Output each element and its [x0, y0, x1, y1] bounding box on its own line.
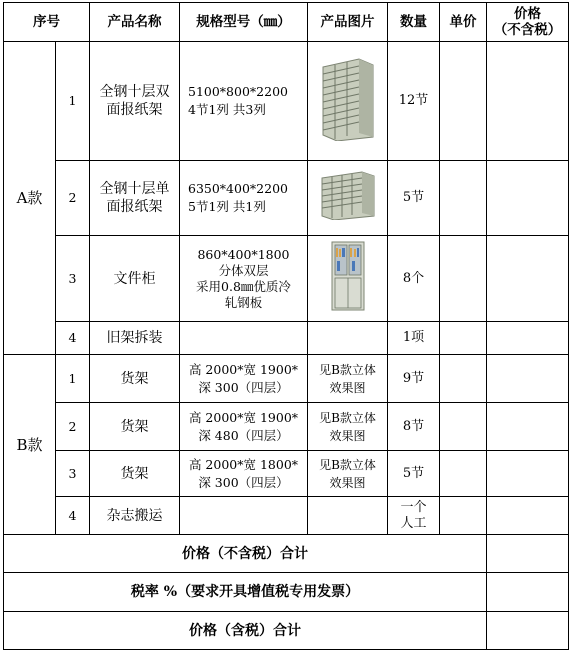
product-image-cell: [308, 42, 388, 161]
spec-line1: 高 2000*宽 1900*: [188, 361, 299, 377]
product-spec: [180, 355, 308, 403]
header-row: [4, 3, 569, 42]
product-image-cell: [308, 236, 388, 322]
header-seq: 序号: [4, 3, 90, 42]
header-spec: 规格型号（㎜）: [180, 3, 308, 42]
spec-line2: 深 300（四层）: [198, 474, 289, 490]
image-note: [308, 451, 388, 497]
price-cell[interactable]: [487, 403, 569, 451]
product-name-line1: 全钢十层单: [99, 181, 170, 197]
spec-line2: 深 300（四层）: [198, 379, 289, 395]
row-number: 2: [56, 403, 90, 451]
row-number: 3: [56, 451, 90, 497]
qty-line2: 人工: [400, 515, 427, 531]
product-spec: [180, 42, 308, 161]
product-image-cell: [308, 322, 388, 355]
unit-price-cell[interactable]: [440, 497, 487, 535]
unit-price-cell[interactable]: [440, 403, 487, 451]
row-number: 3: [56, 236, 90, 322]
product-spec: [180, 403, 308, 451]
steel-single-sided-shelf-icon: [318, 170, 378, 220]
table-row: [4, 322, 569, 355]
product-name-line2: 面报纸架: [106, 102, 163, 118]
row-number: 4: [56, 322, 90, 355]
header-price: [487, 3, 569, 42]
price-cell[interactable]: [487, 355, 569, 403]
product-spec: [180, 322, 308, 355]
row-number: 1: [56, 42, 90, 161]
header-image: 产品图片: [308, 3, 388, 42]
tax-label: 税率 %（要求开具增值税专用发票）: [4, 573, 487, 612]
image-note: [308, 403, 388, 451]
header-price-line1: 价格: [514, 6, 541, 22]
spec-line2: 深 480（四层）: [198, 427, 289, 443]
table-row: [4, 497, 569, 535]
product-spec: [180, 236, 308, 322]
spec-line2: 4节1列 共3列: [188, 102, 266, 117]
group-label-b: B款: [4, 355, 56, 535]
image-note-line1: 见B款立体: [319, 410, 376, 425]
product-qty: 8个: [388, 236, 440, 322]
product-name: 货架: [90, 451, 180, 497]
price-cell[interactable]: [487, 451, 569, 497]
total-row: [4, 612, 569, 650]
spec-line1: 高 2000*宽 1900*: [188, 409, 299, 425]
subtotal-row: [4, 535, 569, 573]
row-number: 1: [56, 355, 90, 403]
spec-line4: 轧钢板: [224, 294, 263, 310]
product-name: [90, 161, 180, 236]
product-qty: 5节: [388, 451, 440, 497]
unit-price-cell[interactable]: [440, 42, 487, 161]
image-note: [308, 355, 388, 403]
price-cell[interactable]: [487, 161, 569, 236]
image-note-line1: 见B款立体: [319, 457, 376, 472]
unit-price-cell[interactable]: [440, 322, 487, 355]
price-cell[interactable]: [487, 236, 569, 322]
spec-line1: 860*400*1800: [197, 246, 290, 262]
product-qty: [388, 497, 440, 535]
product-spec: [180, 497, 308, 535]
product-image-cell: [308, 497, 388, 535]
row-number: 4: [56, 497, 90, 535]
table-row: [4, 161, 569, 236]
table-row: [4, 355, 569, 403]
spec-line2: 分体双层: [218, 262, 269, 278]
product-name: 旧架拆装: [90, 322, 180, 355]
total-label: 价格（含税）合计: [4, 612, 487, 650]
image-note-line2: 效果图: [329, 475, 366, 490]
spec-line3: 采用0.8㎜优质冷: [196, 278, 291, 294]
table-row: [4, 236, 569, 322]
spec-line1: 高 2000*宽 1800*: [188, 456, 299, 472]
product-name: 货架: [90, 403, 180, 451]
tax-value-cell[interactable]: [487, 573, 569, 612]
header-unit-price: 单价: [440, 3, 487, 42]
qty-line1: 一个: [400, 499, 427, 515]
product-name-line1: 全钢十层双: [99, 84, 170, 100]
row-number: 2: [56, 161, 90, 236]
spec-line1: 5100*800*2200: [188, 84, 288, 99]
file-cabinet-icon: [330, 240, 366, 312]
header-qty: 数量: [388, 3, 440, 42]
price-cell[interactable]: [487, 497, 569, 535]
unit-price-cell[interactable]: [440, 451, 487, 497]
steel-double-sided-shelf-icon: [319, 55, 377, 141]
product-name-line2: 面报纸架: [106, 199, 163, 215]
product-name: 货架: [90, 355, 180, 403]
total-value-cell[interactable]: [487, 612, 569, 650]
table-row: [4, 403, 569, 451]
product-spec: [180, 451, 308, 497]
image-note-line2: 效果图: [329, 428, 366, 443]
header-price-line2: （不含税）: [493, 22, 562, 38]
product-name: 文件柜: [90, 236, 180, 322]
price-cell[interactable]: [487, 42, 569, 161]
table-row: [4, 42, 569, 161]
product-qty: 8节: [388, 403, 440, 451]
product-qty: 5节: [388, 161, 440, 236]
subtotal-value-cell[interactable]: [487, 535, 569, 573]
product-spec: [180, 161, 308, 236]
product-image-cell: [308, 161, 388, 236]
group-label-a: A款: [4, 42, 56, 355]
quotation-table: [3, 2, 569, 650]
unit-price-cell[interactable]: [440, 161, 487, 236]
image-note-line2: 效果图: [329, 380, 366, 395]
spec-line1: 6350*400*2200: [188, 181, 288, 196]
product-qty: 1项: [388, 322, 440, 355]
product-name: 杂志搬运: [90, 497, 180, 535]
tax-row: [4, 573, 569, 612]
product-name: [90, 42, 180, 161]
unit-price-cell[interactable]: [440, 236, 487, 322]
unit-price-cell[interactable]: [440, 355, 487, 403]
spec-line2: 5节1列 共1列: [188, 199, 266, 214]
price-cell[interactable]: [487, 322, 569, 355]
product-qty: 9节: [388, 355, 440, 403]
image-note-line1: 见B款立体: [319, 362, 376, 377]
subtotal-label: 价格（不含税）合计: [4, 535, 487, 573]
header-name: 产品名称: [90, 3, 180, 42]
table-row: [4, 451, 569, 497]
product-qty: 12节: [388, 42, 440, 161]
